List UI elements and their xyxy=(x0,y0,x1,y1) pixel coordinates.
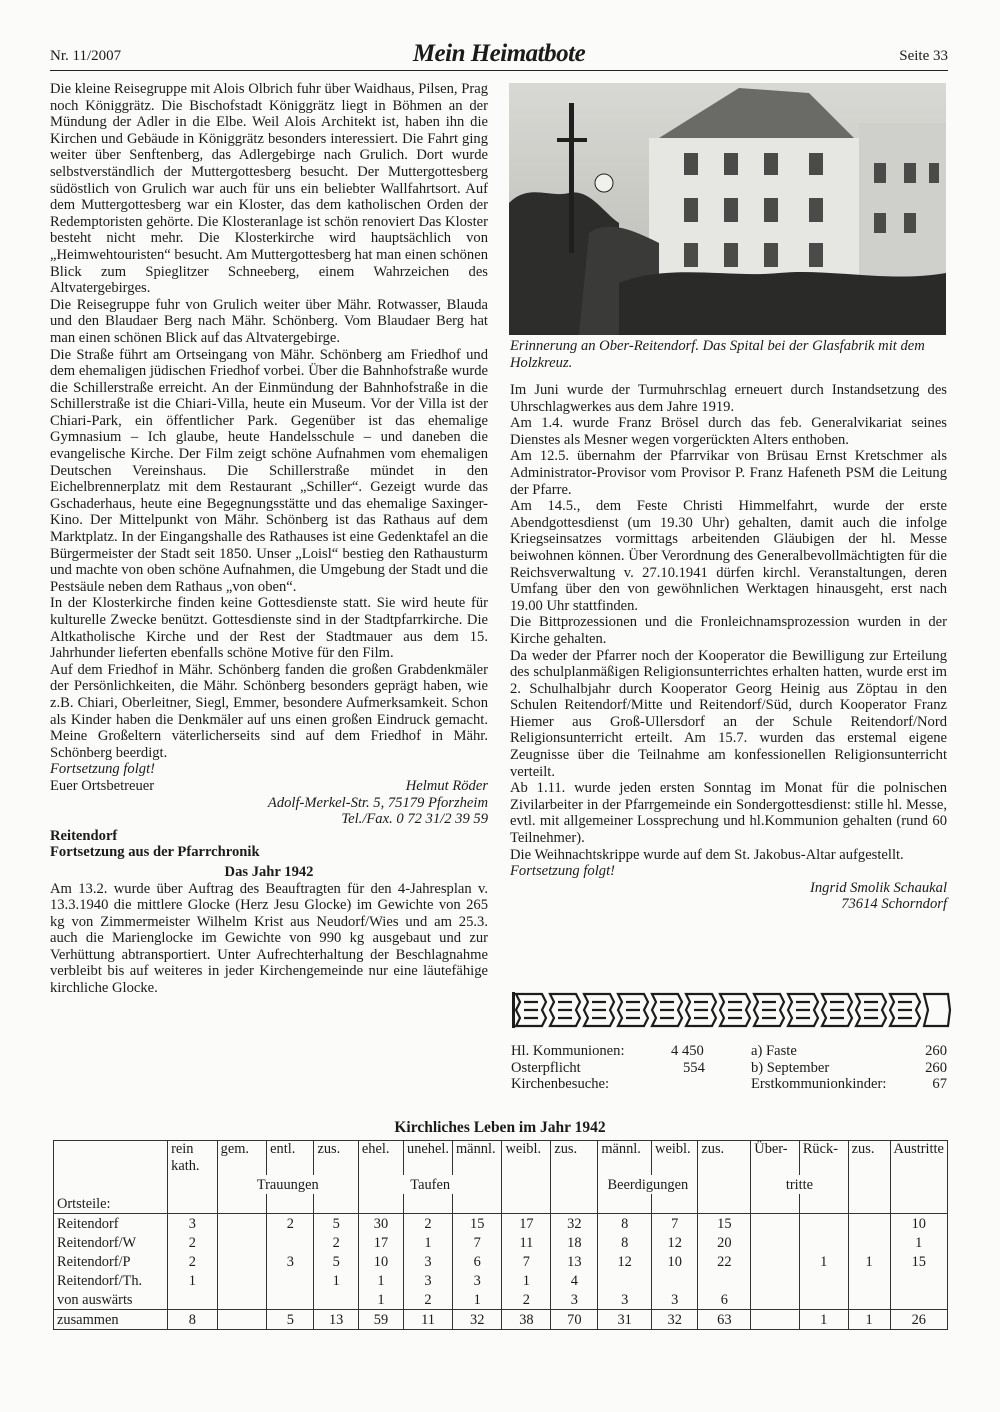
table-cell xyxy=(799,1290,848,1310)
table-cell xyxy=(848,1290,890,1310)
total-cell: 63 xyxy=(698,1310,751,1330)
table-cell: 1 xyxy=(452,1290,501,1310)
column-header: Austritte xyxy=(890,1141,947,1176)
total-cell: 31 xyxy=(598,1310,652,1330)
total-cell: 32 xyxy=(652,1310,698,1330)
table-cell xyxy=(168,1290,218,1310)
table-cell: 3 xyxy=(652,1290,698,1310)
table-cell: 7 xyxy=(452,1233,501,1252)
table-cell: 7 xyxy=(502,1252,551,1271)
stats-label: Kirchenbesuche: xyxy=(511,1076,610,1093)
column-header: zus. xyxy=(314,1141,358,1176)
table-cell: 3 xyxy=(551,1290,598,1310)
total-cell: 1 xyxy=(799,1310,848,1330)
table-header-row xyxy=(54,1175,948,1194)
right-column xyxy=(510,382,947,913)
table-cell xyxy=(799,1271,848,1290)
table-cell: 6 xyxy=(698,1290,751,1310)
row-label: Reitendorf/P xyxy=(54,1252,168,1271)
column-header: zus. xyxy=(551,1141,598,1176)
table-cell: 3 xyxy=(168,1214,218,1234)
table-row xyxy=(54,1271,948,1290)
year-heading: Das Jahr 1942 xyxy=(224,863,314,880)
table-cell: 2 xyxy=(168,1233,218,1252)
historic-photo xyxy=(509,83,946,335)
table-cell xyxy=(267,1271,314,1290)
table-cell xyxy=(799,1214,848,1234)
total-cell: 11 xyxy=(404,1310,453,1330)
column-header: rein kath. xyxy=(168,1141,218,1176)
table-cell: 2 xyxy=(404,1214,453,1234)
stats-row xyxy=(511,1076,947,1093)
ornament-divider xyxy=(512,988,952,1032)
table-header-row xyxy=(54,1141,948,1176)
table-cell xyxy=(799,1233,848,1252)
table-cell: 2 xyxy=(314,1233,358,1252)
table-cell xyxy=(751,1233,800,1252)
table-cell xyxy=(217,1290,267,1310)
author-city: 73614 Schorndorf xyxy=(841,896,947,913)
continuation-note: Fortsetzung folgt! xyxy=(510,863,615,880)
ortsteile-label: Ortsteile: xyxy=(54,1194,168,1214)
table-cell xyxy=(848,1214,890,1234)
paragraph: In der Klosterkirche finden keine Gottesdienste statt. Sie wird heute für kulturelle Zwecke benützt. Gottesdienste sind in der Stadtpfarrkirche. Die Altkatholische Kirche und der Rest der Stadtmauer aus dem 15. Jahrhunder lieferten ebenfalls schöne Motive für den Film. xyxy=(50,595,488,662)
table-cell xyxy=(217,1252,267,1271)
table-cell xyxy=(314,1290,358,1310)
group-header-tritte: tritte xyxy=(751,1175,848,1194)
table-cell: 2 xyxy=(168,1252,218,1271)
paragraph: Am 14.5., dem Feste Christi Himmelfahrt, wurde der erste Abendgottesdienst (um 19.30 Uhr) gehalten, damit auch die infolge Kriegseinsatzes vormittags arbeitenden Gläubigen der hl. Messe beiwohnen können. Über Verordnung des Generalbevollmächtigten für die Reichsverwaltung v. 27.10.1941 dürfen kirchl. Veranstaltungen, deren Umfang über den von gewöhnlichen Werktagen hinausgeht, erst nach 19.00 Uhr stattfinden. xyxy=(510,498,947,614)
paragraph: Am 13.2. wurde über Auftrag des Beauftragten für den 4-Jahresplan v. 13.3.1940 die mittlere Glocke (Herz Jesu Glocke) im Gewichte von 265 kg von Zimmermeister Wilhelm Krist aus Neudorf/Wies und am 25.3. auch die Marienglocke im Gewichte von 990 kg ausgebaut und zur Verhüttung abtransportiert. Unter Aufrechterhaltung der Beschlagnahme verbleibt bis auf weiteres in jeder Kirchengemeinde nur eine läutefähige kirchliche Glocke. xyxy=(50,880,488,997)
table-cell: 8 xyxy=(598,1214,652,1234)
stats-label: a) Faste xyxy=(751,1043,797,1059)
group-header-beerdigungen: Beerdigungen xyxy=(598,1175,698,1194)
section-title: Reitendorf xyxy=(50,827,118,844)
table-cell xyxy=(217,1233,267,1252)
table-cell: 17 xyxy=(358,1233,403,1252)
table-cell: 2 xyxy=(404,1290,453,1310)
table-cell: 22 xyxy=(698,1252,751,1271)
total-cell: 38 xyxy=(502,1310,551,1330)
table-cell: 1 xyxy=(890,1233,947,1252)
stats-value: 260 xyxy=(925,1043,947,1059)
table-cell: 13 xyxy=(551,1252,598,1271)
paragraph: Die Reisegruppe fuhr von Grulich weiter über Mähr. Rotwasser, Blauda und den Blaudaer Berg nach Mähr. Schönberg. Vom Blaudaer Berg hat man einen schönen Blick auf das Altvatergebirge. xyxy=(50,296,488,346)
section-subtitle: Fortsetzung aus der Pfarrchronik xyxy=(50,844,260,861)
total-cell: 70 xyxy=(551,1310,598,1330)
table-header-row xyxy=(54,1194,948,1214)
left-column xyxy=(50,81,488,997)
paragraph: Am 12.5. übernahm der Pfarrvikar von Brüsau Ernst Kretschmer als Administrator-Provisor vom Provisor P. Franz Hafeneth PSM die Leitung der Pfarre. xyxy=(510,448,947,498)
row-label: Reitendorf/Th. xyxy=(54,1271,168,1290)
column-header: männl. xyxy=(452,1141,501,1176)
total-cell xyxy=(751,1310,800,1330)
paragraph: Die Straße führt am Ortseingang von Mähr. Schönberg am Friedhof und dem ehemaligen jüdischen Friedhof vorbei. Über die Bahnhofstraße wurde die Schillerstraße erreicht. An der Einmündung der Bahnhofstraße in die Schillerstraße ist die Chiari-Villa, heute ein Museum. Vor der Villa ist der Chiari-Park, ein öffentlicher Park. Gegenüber ist das ehemalige Gymnasium – Ich glaube, heute Handelsschule – und daneben die evangelische Kirche. Der Film zeigt schöne Aufnahmen vom ehemaligen Deutschen Vereinshaus. Die Schillerstraße mündet in den Eichelbrennerplatz mit dem Restaurant „Schiller“. Gezeigt wurde das Gschaderhaus, heute eine Begegnungsstätte und das ehemalige Saxinger-Kino. Der Mittelpunkt von Mähr. Schönberg ist das Rathaus auf dem Marktplatz. In der Eingangshalle des Rathauses ist eine Gedenktafel an die Bürgermeister der Stadt seit 1850. Unser „Loisl“ bestieg den Rathausturm und machte von oben schöne Aufnahmen, die Umgebung der Stadt und die Pestsäule neben dem Rathaus „von oben“. xyxy=(50,346,488,595)
author-name: Ingrid Smolik Schaukal xyxy=(810,879,947,896)
author-name: Helmut Röder xyxy=(405,777,488,794)
table-total-row xyxy=(54,1310,948,1330)
table-cell: 3 xyxy=(452,1271,501,1290)
table-row xyxy=(54,1233,948,1252)
stats-value: 4 450 xyxy=(671,1043,704,1059)
total-label: zusammen xyxy=(54,1310,168,1330)
continuation-note: Fortsetzung folgt! xyxy=(50,761,155,778)
table-cell: 17 xyxy=(502,1214,551,1234)
table-row xyxy=(54,1214,948,1234)
table-cell xyxy=(698,1271,751,1290)
column-header: männl. xyxy=(598,1141,652,1176)
table-body xyxy=(54,1214,948,1310)
table-cell: 15 xyxy=(890,1252,947,1271)
church-statistics xyxy=(511,1043,947,1093)
signature-line xyxy=(50,778,488,795)
total-cell: 32 xyxy=(452,1310,501,1330)
stats-label: Osterpflicht xyxy=(511,1059,581,1076)
table-cell xyxy=(848,1271,890,1290)
stats-label: b) September xyxy=(751,1059,830,1076)
table-cell: 3 xyxy=(267,1252,314,1271)
column-header: zus. xyxy=(848,1141,890,1176)
table-cell xyxy=(751,1252,800,1271)
table-row xyxy=(54,1252,948,1271)
author-address: Adolf-Merkel-Str. 5, 75179 Pforzheim xyxy=(267,794,488,811)
table-title: Kirchliches Leben im Jahr 1942 xyxy=(394,1119,606,1136)
stats-value: 67 xyxy=(932,1076,947,1093)
table-cell: 6 xyxy=(452,1252,501,1271)
stats-value: 260 xyxy=(925,1059,947,1076)
stats-label: Hl. Kommunionen: xyxy=(511,1043,625,1059)
table-row xyxy=(54,1290,948,1310)
table-cell: 3 xyxy=(404,1271,453,1290)
paragraph: Ab 1.11. wurde jeden ersten Sonntag im Monat für die polnischen Zivilarbeiter in der Pfarrgemeinde ein Sondergottesdienst: stille hl. Messe, evtl. mit allgemeiner Lossprechung und hl.Kommunion gehalten (rund 60 Teilnehmer). xyxy=(510,780,947,847)
stats-label: Erstkommunionkinder: xyxy=(751,1076,887,1093)
column-header: Rück- xyxy=(799,1141,848,1176)
table-cell xyxy=(267,1233,314,1252)
column-header: zus. xyxy=(698,1141,751,1176)
stats-value: 554 xyxy=(683,1059,705,1076)
total-cell: 26 xyxy=(890,1310,947,1330)
sign-off: Euer Ortsbetreuer xyxy=(50,777,155,794)
table-cell: 12 xyxy=(598,1252,652,1271)
table-cell: 4 xyxy=(551,1271,598,1290)
table-cell: 1 xyxy=(799,1252,848,1271)
table-cell: 1 xyxy=(358,1271,403,1290)
table-cell xyxy=(217,1214,267,1234)
table-cell: 1 xyxy=(848,1252,890,1271)
total-cell: 1 xyxy=(848,1310,890,1330)
column-header: unehel. xyxy=(404,1141,453,1176)
column-header: Über- xyxy=(751,1141,800,1176)
stats-row xyxy=(511,1060,947,1077)
issue-number: Nr. 11/2007 xyxy=(50,48,122,64)
table-cell: 2 xyxy=(502,1290,551,1310)
table-cell: 8 xyxy=(598,1233,652,1252)
table-cell: 1 xyxy=(358,1290,403,1310)
table-cell: 5 xyxy=(314,1252,358,1271)
paragraph: Am 1.4. wurde Franz Brösel durch das feb. Generalvikariat seines Dienstes als Mesner wegen vorgerückten Alters enthoben. xyxy=(510,415,947,448)
photo-caption: Erinnerung an Ober-Reitendorf. Das Spital bei der Glasfabrik mit dem Holzkreuz. xyxy=(510,338,925,371)
row-label: Reitendorf xyxy=(54,1214,168,1234)
table-cell: 7 xyxy=(652,1214,698,1234)
table-cell: 1 xyxy=(404,1233,453,1252)
total-cell: 59 xyxy=(358,1310,403,1330)
table-cell: 10 xyxy=(890,1214,947,1234)
table-cell xyxy=(751,1290,800,1310)
row-label: Reitendorf/W xyxy=(54,1233,168,1252)
table-cell: 30 xyxy=(358,1214,403,1234)
group-header-trauungen: Trauungen xyxy=(256,1177,319,1193)
table-cell: 1 xyxy=(502,1271,551,1290)
table-cell: 5 xyxy=(314,1214,358,1234)
table-cell: 3 xyxy=(598,1290,652,1310)
table-cell: 11 xyxy=(502,1233,551,1252)
column-header: weibl. xyxy=(652,1141,698,1176)
total-cell: 5 xyxy=(267,1310,314,1330)
row-label: von auswärts xyxy=(54,1290,168,1310)
table-cell: 12 xyxy=(652,1233,698,1252)
total-cell: 13 xyxy=(314,1310,358,1330)
table-cell: 10 xyxy=(652,1252,698,1271)
column-header: ehel. xyxy=(358,1141,403,1176)
table-cell: 18 xyxy=(551,1233,598,1252)
table-cell: 20 xyxy=(698,1233,751,1252)
paragraph: Im Juni wurde der Turmuhrschlag erneuert durch Instandsetzung des Uhrschlagwerkes aus dem Jahre 1919. xyxy=(510,382,947,415)
paragraph: Da weder der Pfarrer noch der Kooperator die Bewilligung zur Erteilung des schulplanmäßigen Religionsunterrichtes erhalten hatten, wurde erst im 2. Schulhalbjahr durch Kooperator Georg Heinig aus Zöptau in den Schulen Reitendorf/Mitte und Reitendorf/Süd, durch Kooperator Franz Hiemer aus Groß-Ullersdorf an der Schule Reitendorf/Nord Religionsunterricht erteilt. Am 15.7. wurden das erstemal eigene Zeugnisse über die Teilnahme am konfessionellen Religionsunterricht verteilt. xyxy=(510,647,947,780)
table-cell xyxy=(751,1214,800,1234)
paragraph: Auf dem Friedhof in Mähr. Schönberg fanden die großen Grabdenkmäler der Persönlichkeiten, die Mähr. Schönberg besonders geprägt haben, wie z.B. Chiari, Oberleitner, Siegl, Emmer, besondere Aufmerksamkeit. Schon als Kinder haben die Denkmäler auf uns einen großen Eindruck gemacht. Meine Großeltern väterlicherseits sind auf dem Friedhof in Mähr. Schönberg beerdigt. xyxy=(50,661,488,761)
table-cell: 1 xyxy=(314,1271,358,1290)
table-cell: 10 xyxy=(358,1252,403,1271)
table-cell: 32 xyxy=(551,1214,598,1234)
author-phone: Tel./Fax. 0 72 31/2 39 59 xyxy=(341,811,488,828)
paragraph: Die kleine Reisegruppe mit Alois Olbrich fuhr über Waidhaus, Pilsen, Prag noch Königgrätz. Die Bischofstadt Königgrätz liegt in Böhmen an der Mündung der Adler in die Elbe. Weil Alois Architekt ist, haben ihn die Kirchen und Gebäude in Königgrätz besonders interessiert. Die Fahrt ging weiter über Senftenberg, das Adlergebirge nach Grulich. Dort wurde selbstverständlich der Muttergottesberg besucht. Der Muttergottesberg südöstlich von Grulich war auch für uns ein beliebter Wallfahrtsort. Auf dem Muttergottesberg war ein Kloster, das dem katholischen Orden der Redemptoristen gehörte. Die Klosteranlage ist schön renoviert Das Kloster besteht nicht mehr. Die Klosterkirche wird hauptsächlich von „Heimwehtouristen“ besucht. Am Muttergottesberg hat man einen schönen Blick zum Spieglitzer Schneeberg, einem Wahrzeichen des Altvatergebirges. xyxy=(50,81,488,297)
total-cell xyxy=(217,1310,267,1330)
table-cell: 3 xyxy=(404,1252,453,1271)
building-illustration xyxy=(509,83,946,335)
group-header-taufen: Taufen xyxy=(358,1175,502,1194)
church-life-table xyxy=(53,1140,948,1330)
page-header xyxy=(50,40,948,71)
masthead: Mein Heimatbote xyxy=(412,40,586,67)
table-cell: 1 xyxy=(168,1271,218,1290)
table-cell xyxy=(751,1271,800,1290)
table-cell xyxy=(598,1271,652,1290)
total-cell: 8 xyxy=(168,1310,218,1330)
table-cell: 2 xyxy=(267,1214,314,1234)
paragraph: Die Bittprozessionen und die Fronleichnamsprozession wurden in der Kirche gehalten. xyxy=(510,614,947,647)
table-cell xyxy=(848,1233,890,1252)
paragraph: Die Weihnachtskrippe wurde auf dem St. Jakobus-Altar aufgestellt. xyxy=(510,846,904,863)
table-cell xyxy=(267,1290,314,1310)
table-cell xyxy=(890,1290,947,1310)
column-header: weibl. xyxy=(502,1141,551,1176)
table-cell: 15 xyxy=(698,1214,751,1234)
stats-row xyxy=(511,1043,947,1060)
table-cell xyxy=(652,1271,698,1290)
column-header: entl. xyxy=(267,1141,314,1176)
table-cell: 15 xyxy=(452,1214,501,1234)
page-number: Seite 33 xyxy=(899,48,948,64)
table-cell xyxy=(217,1271,267,1290)
column-header: gem. xyxy=(217,1141,267,1176)
table-cell xyxy=(890,1271,947,1290)
